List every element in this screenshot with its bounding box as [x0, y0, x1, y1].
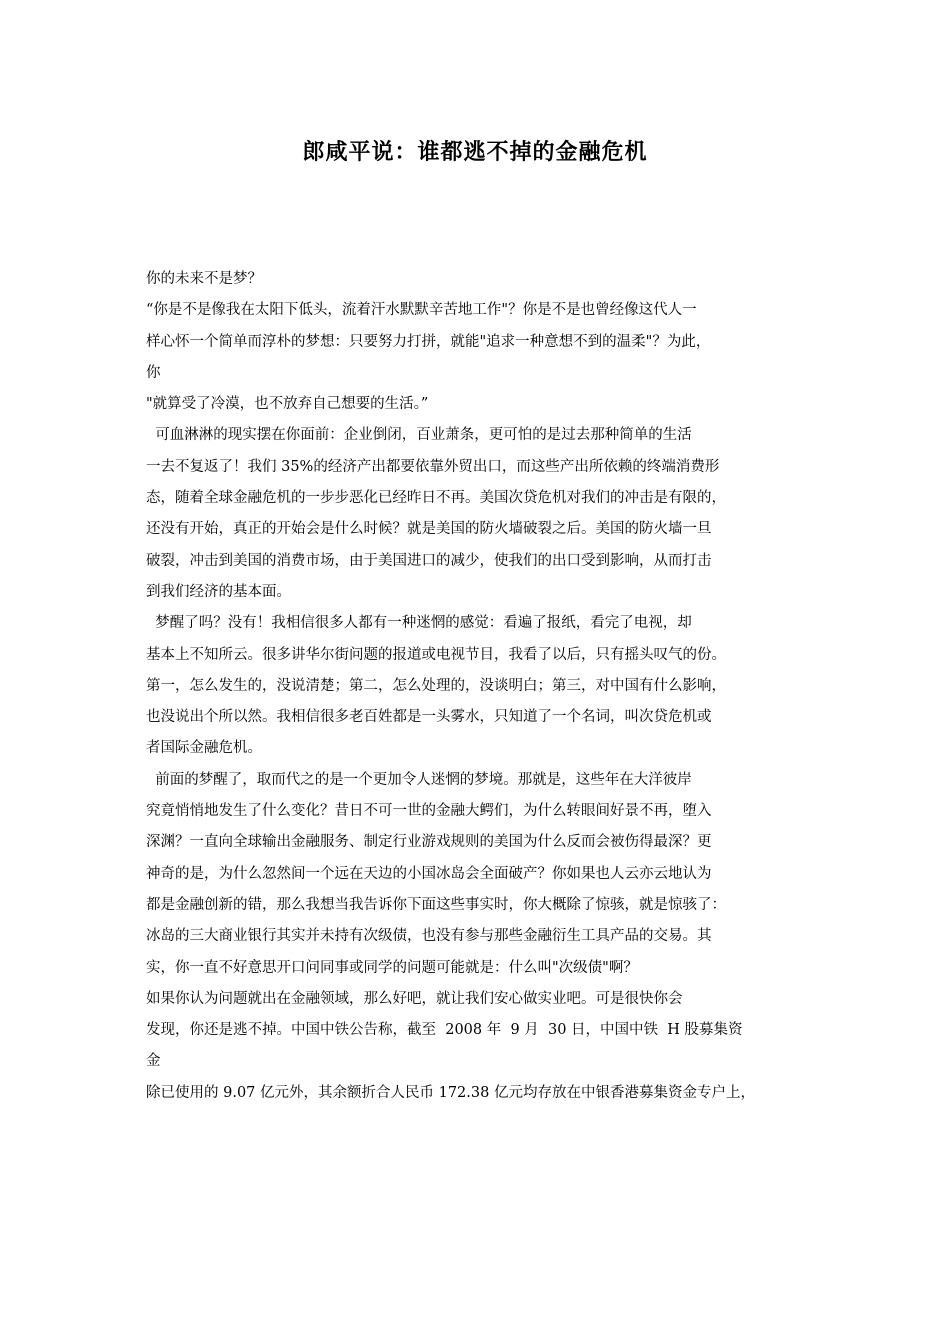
- paragraph-line: 实，你一直不好意思开口问同事或同学的问题可能就是：什么叫"次级债"啊？: [146, 959, 638, 976]
- paragraph-line: 除已使用的 9.07 亿元外，其余额折合人民币 172.38 亿元均存放在中银香港募集资金专户上，: [146, 1084, 755, 1101]
- paragraph-line: 还没有开始，真正的开始会是什么时候？就是美国的防火墙破裂之后。美国的防火墙一旦: [146, 521, 712, 538]
- paragraph-line: “你是不是像我在太阳下低头，流着汗水默默辛苦地工作"？你是不是也曾经像这代人一: [146, 302, 697, 319]
- paragraph-line: 冰岛的三大商业银行其实并未持有次级债，也没有参与那些金融衍生工具产品的交易。其: [146, 928, 712, 945]
- paragraph-line: "就算受了冷漠，也不放弃自己想要的生活。”: [146, 396, 429, 413]
- paragraph-line: 你的未来不是梦？: [146, 271, 262, 287]
- paragraph-line: 到我们经济的基本面。: [146, 583, 291, 600]
- paragraph-line: 也没说出个所以然。我相信很多老百姓都是一头雾水，只知道了一个名词，叫次贷危机或: [146, 709, 712, 726]
- paragraph-line: 梦醒了吗？没有！我相信很多人都有一种迷惘的感觉：看遍了报纸，看完了电视，却: [146, 615, 692, 632]
- document-body: [146, 264, 826, 1109]
- paragraph-line: 一去不复返了！我们 35%的经济产出都要依靠外贸出口，而这些产出所依赖的终端消费形: [146, 458, 720, 475]
- paragraph-line: 基本上不知所云。很多讲华尔街问题的报道或电视节目，我看了以后，只有摇头叹气的份。: [146, 646, 726, 663]
- paragraph-line: 发现，你还是逃不掉。中国中铁公告称，截至 2008 年 9 月 30 日，中国中铁 H 股募集资: [146, 1022, 743, 1039]
- paragraph-line: 深渊？一直向全球输出金融服务、制定行业游戏规则的美国为什么反而会被伤得最深？更: [146, 834, 712, 851]
- paragraph-line: 都是金融创新的错，那么我想当我告诉你下面这些事实时，你大概除了惊骇，就是惊骇了：: [146, 896, 726, 913]
- paragraph-line: 样心怀一个简单而淳朴的梦想：只要努力打拼，就能"追求一种意想不到的温柔"？为此，: [146, 333, 711, 350]
- paragraph-line: 神奇的是，为什么忽然间一个远在天边的小国冰岛会全面破产？你如果也人云亦云地认为: [146, 865, 712, 882]
- paragraph-line: 可血淋淋的现实摆在你面前：企业倒闭，百业萧条，更可怕的是过去那种简单的生活: [146, 427, 692, 444]
- paragraph-line: 态，随着全球金融危机的一步步恶化已经昨日不再。美国次贷危机对我们的冲击是有限的，: [146, 490, 726, 507]
- paragraph-line: 如果你认为问题就出在金融领域，那么好吧，就让我们安心做实业吧。可是很快你会: [146, 990, 683, 1007]
- paragraph-line: 金: [146, 1053, 161, 1070]
- paragraph-line: 你: [146, 364, 161, 381]
- paragraph-line: 第一，怎么发生的，没说清楚；第二，怎么处理的，没谈明白；第三，对中国有什么影响，: [146, 677, 726, 694]
- paragraph-line: 前面的梦醒了，取而代之的是一个更加令人迷惘的梦境。那就是，这些年在大洋彼岸: [146, 771, 692, 788]
- document-title: 郎咸平说：谁都逃不掉的金融危机: [302, 140, 648, 165]
- paragraph-line: 破裂，冲击到美国的消费市场，由于美国进口的减少，使我们的出口受到影响，从而打击: [146, 552, 712, 569]
- paragraph-line: 者国际金融危机。: [146, 740, 262, 757]
- paragraph-line: 究竟悄悄地发生了什么变化？昔日不可一世的金融大鳄们，为什么转眼间好景不再，堕入: [146, 803, 712, 820]
